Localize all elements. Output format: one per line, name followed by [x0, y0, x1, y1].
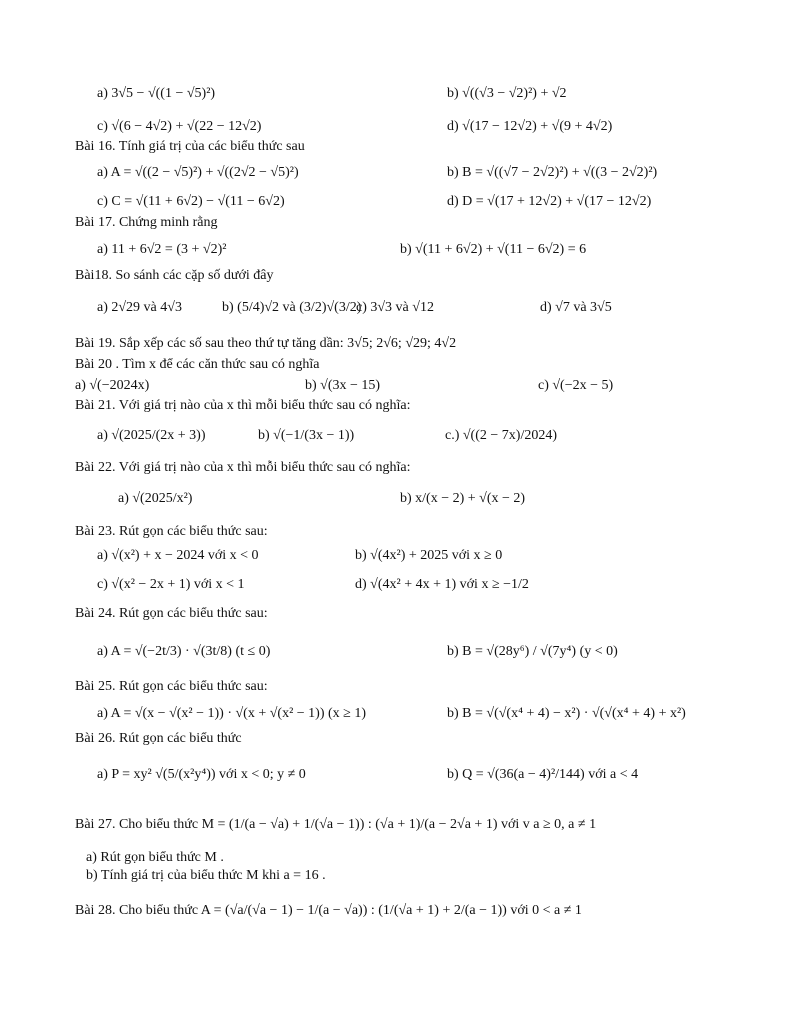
- exercise-heading: Bài 28. Cho biểu thức A = (√a/(√a − 1) − 1/(a − √a)) : (1/(√a + 1) + 2/(a − 1)) với 0 < a ≠ 1: [75, 903, 582, 918]
- exercise-part: c) √(−2x − 5): [538, 378, 614, 393]
- exercise-heading: Bài 19. Sắp xếp các số sau theo thứ tự tăng dần: 3√5; 2√6; √29; 4√2: [75, 336, 457, 351]
- exercise-part: c) 3√3 và √12: [356, 300, 434, 315]
- exercise-heading: Bài 23. Rút gọn các biểu thức sau:: [75, 524, 268, 539]
- exercise-part: a) √(−2024x): [75, 378, 150, 393]
- exercise-part: a) √(2025/x²): [118, 491, 193, 506]
- exercise-part: b) B = √(√(x⁴ + 4) − x²) · √(√(x⁴ + 4) + x²): [447, 706, 686, 721]
- exercise-part: a) A = √(−2t/3) · √(3t/8) (t ≤ 0): [97, 644, 271, 659]
- exercise-part: b) √(11 + 6√2) + √(11 − 6√2) = 6: [400, 242, 587, 257]
- exercise-part: d) √(17 − 12√2) + √(9 + 4√2): [447, 119, 613, 134]
- exercise-part: d) D = √(17 + 12√2) + √(17 − 12√2): [447, 194, 652, 209]
- exercise-part: a) √(x²) + x − 2024 với x < 0: [97, 548, 259, 563]
- exercise-heading: Bài 16. Tính giá trị của các biểu thức sau: [75, 139, 305, 154]
- exercise-part: b) x/(x − 2) + √(x − 2): [400, 491, 526, 506]
- exercise-part: a) 2√29 và 4√3: [97, 300, 182, 315]
- exercise-part: a) P = xy² √(5/(x²y⁴)) với x < 0; y ≠ 0: [97, 767, 306, 782]
- exercise-part: c) √(x² − 2x + 1) với x < 1: [97, 577, 245, 592]
- exercise-part: b) √(3x − 15): [305, 378, 381, 393]
- exercise-heading: Bài 17. Chứng minh rằng: [75, 215, 218, 230]
- exercise-part: a) A = √((2 − √5)²) + √((2√2 − √5)²): [97, 165, 299, 180]
- exercise-heading: Bài 26. Rút gọn các biểu thức: [75, 731, 242, 746]
- exercise-part: a) √(2025/(2x + 3)): [97, 428, 206, 443]
- exercise-part: b) B = √(28y⁶) / √(7y⁴) (y < 0): [447, 644, 618, 659]
- exercise-part: c) C = √(11 + 6√2) − √(11 − 6√2): [97, 194, 285, 209]
- exercise-part: c) √(6 − 4√2) + √(22 − 12√2): [97, 119, 262, 134]
- exercise-heading: Bài 21. Với giá trị nào của x thì mỗi biểu thức sau có nghĩa:: [75, 398, 411, 413]
- exercise-part: b) √(−1/(3x − 1)): [258, 428, 355, 443]
- exercise-heading: Bài 24. Rút gọn các biểu thức sau:: [75, 606, 268, 621]
- exercise-part: c.) √((2 − 7x)/2024): [445, 428, 557, 443]
- exercise-part: b) B = √((√7 − 2√2)²) + √((3 − 2√2)²): [447, 165, 658, 180]
- exercise-part: b) √(4x²) + 2025 với x ≥ 0: [355, 548, 503, 563]
- exercise-heading: Bài 27. Cho biểu thức M = (1/(a − √a) + 1/(√a − 1)) : (√a + 1)/(a − 2√a + 1) với v a ≥ 0, a ≠ 1: [75, 817, 597, 832]
- exercise-part: b) Tính giá trị của biểu thức M khi a = 16 .: [86, 868, 326, 883]
- exercise-part: a) A = √(x − √(x² − 1)) · √(x + √(x² − 1)) (x ≥ 1): [97, 706, 367, 721]
- exercise-heading: Bài 22. Với giá trị nào của x thì mỗi biểu thức sau có nghĩa:: [75, 460, 411, 475]
- exercise-part: d) √7 và 3√5: [540, 300, 612, 315]
- exercise-heading: Bài 20 . Tìm x để các căn thức sau có nghĩa: [75, 357, 320, 372]
- exercise-part: a) Rút gọn biểu thức M .: [86, 850, 224, 865]
- exercise-part: b) √((√3 − √2)²) + √2: [447, 86, 567, 101]
- exercise-part: a) 11 + 6√2 = (3 + √2)²: [97, 242, 227, 257]
- exercise-part: d) √(4x² + 4x + 1) với x ≥ −1/2: [355, 577, 529, 592]
- exercise-part: a) 3√5 − √((1 − √5)²): [97, 86, 216, 101]
- exercise-heading: Bài 25. Rút gọn các biểu thức sau:: [75, 679, 268, 694]
- exercise-part: b) Q = √(36(a − 4)²/144) với a < 4: [447, 767, 639, 782]
- exercise-part: b) (5/4)√2 và (3/2)√(3/2): [222, 300, 362, 315]
- exercise-heading: Bài18. So sánh các cặp số dưới đây: [75, 268, 274, 283]
